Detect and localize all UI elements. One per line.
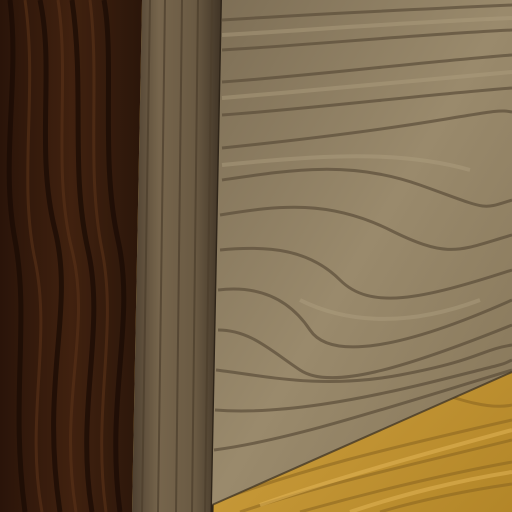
dark-wood-panel <box>0 0 142 512</box>
edge-board <box>132 0 222 512</box>
